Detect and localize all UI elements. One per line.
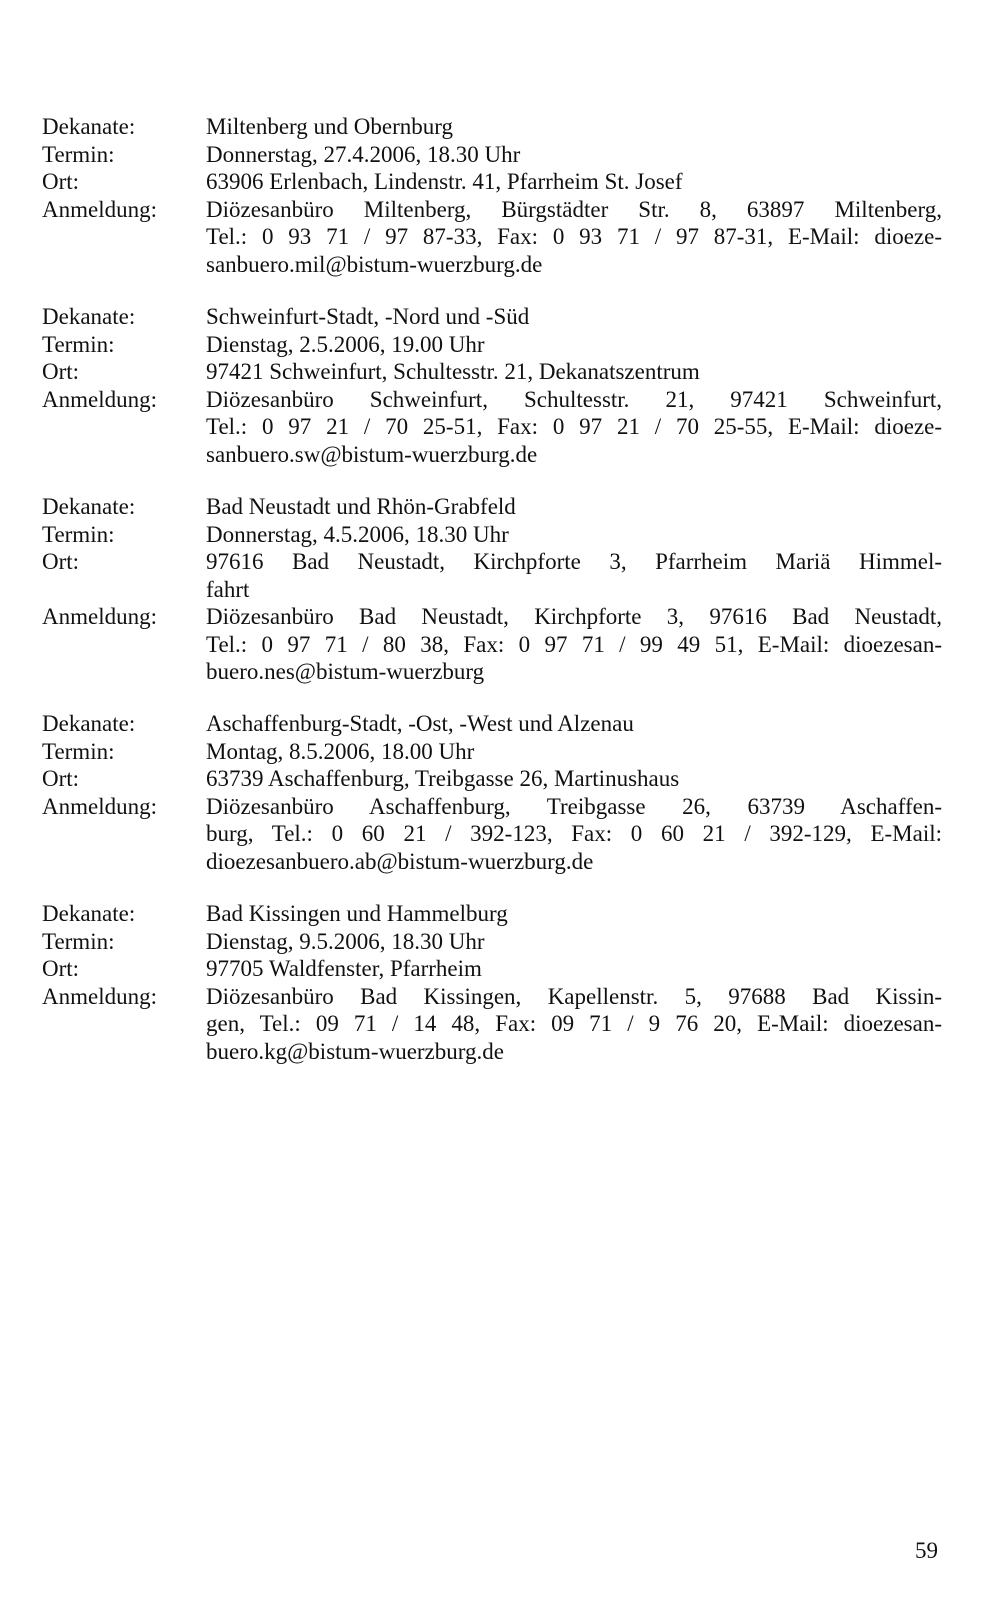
ort-label: Ort:	[42, 766, 80, 791]
anmeldung-value-line: burg, Tel.: 0 60 21 / 392-123, Fax: 0 60 21 / 392-129, E-Mail:	[206, 821, 942, 846]
ort-value-line: 97705 Waldfenster, Pfarrheim	[206, 956, 482, 981]
termin-row	[42, 738, 942, 766]
dekanate-value: Aschaffenburg-Stadt, -Ost, -West und Alzenau	[206, 711, 634, 736]
anmeldung-value-line: Diözesanbüro Schweinfurt, Schultesstr. 21, 97421 Schweinfurt,	[206, 386, 942, 412]
ort-value-line: 63906 Erlenbach, Lindenstr. 41, Pfarrheim St. Josef	[206, 169, 683, 194]
anmeldung-label: Anmeldung:	[42, 793, 157, 819]
anmeldung-label: Anmeldung:	[42, 386, 157, 412]
ort-row	[42, 548, 942, 603]
dekanate-row	[42, 303, 942, 331]
termin-row	[42, 928, 942, 956]
event-entry	[42, 113, 942, 278]
anmeldung-value-line: dioezesanbuero.ab@bistum-wuerzburg.de	[206, 848, 594, 874]
anmeldung-row	[42, 983, 942, 1066]
ort-row	[42, 168, 942, 196]
anmeldung-value-line: Tel.: 0 97 21 / 70 25-51, Fax: 0 97 21 / 70 25-55, E-Mail: dioeze-	[206, 414, 942, 439]
anmeldung-value-line: Tel.: 0 97 71 / 80 38, Fax: 0 97 71 / 99 49 51, E-Mail: dioezesan-	[206, 631, 942, 657]
anmeldung-row	[42, 386, 942, 469]
ort-value-line: fahrt	[206, 576, 250, 602]
dekanate-value: Schweinfurt-Stadt, -Nord und -Süd	[206, 304, 530, 329]
anmeldung-value-line: sanbuero.mil@bistum-wuerzburg.de	[206, 251, 543, 277]
termin-row	[42, 331, 942, 359]
dekanate-row	[42, 900, 942, 928]
dekanate-label: Dekanate:	[42, 494, 136, 519]
page-number: 59	[915, 1538, 938, 1563]
anmeldung-label: Anmeldung:	[42, 983, 157, 1009]
termin-label: Termin:	[42, 928, 115, 954]
dekanate-value: Miltenberg und Obernburg	[206, 114, 454, 139]
termin-value: Dienstag, 2.5.2006, 19.00 Uhr	[206, 331, 485, 357]
dekanate-label: Dekanate:	[42, 304, 136, 329]
termin-label: Termin:	[42, 141, 115, 167]
anmeldung-value-line: Tel.: 0 93 71 / 97 87-33, Fax: 0 93 71 / 97 87-31, E-Mail: dioeze-	[206, 224, 942, 249]
anmeldung-value-line: buero.nes@bistum-wuerzburg	[206, 659, 485, 684]
ort-label: Ort:	[42, 549, 80, 574]
ort-label: Ort:	[42, 359, 80, 384]
anmeldung-row	[42, 603, 942, 686]
dekanate-row	[42, 710, 942, 738]
dekanate-value: Bad Kissingen und Hammelburg	[206, 901, 508, 926]
anmeldung-label: Anmeldung:	[42, 196, 157, 222]
termin-row	[42, 141, 942, 169]
ort-row	[42, 955, 942, 983]
event-entry	[42, 493, 942, 686]
dekanate-row	[42, 113, 942, 141]
anmeldung-label: Anmeldung:	[42, 604, 157, 629]
termin-value: Donnerstag, 4.5.2006, 18.30 Uhr	[206, 521, 509, 547]
ort-row	[42, 358, 942, 386]
dekanate-row	[42, 493, 942, 521]
event-entry	[42, 303, 942, 468]
dekanate-value: Bad Neustadt und Rhön-Grabfeld	[206, 494, 516, 519]
termin-row	[42, 521, 942, 549]
dekanate-label: Dekanate:	[42, 114, 136, 139]
anmeldung-value-line: buero.kg@bistum-wuerzburg.de	[206, 1038, 504, 1064]
termin-label: Termin:	[42, 738, 115, 764]
termin-value: Montag, 8.5.2006, 18.00 Uhr	[206, 738, 475, 764]
anmeldung-value-line: Diözesanbüro Bad Neustadt, Kirchpforte 3, 97616 Bad Neustadt,	[206, 604, 942, 629]
event-entry	[42, 900, 942, 1065]
ort-label: Ort:	[42, 169, 80, 194]
anmeldung-value-line: sanbuero.sw@bistum-wuerzburg.de	[206, 441, 538, 467]
event-entry	[42, 710, 942, 875]
ort-value-line: 97616 Bad Neustadt, Kirchpforte 3, Pfarrheim Mariä Himmel-	[206, 549, 942, 574]
ort-value-line: 63739 Aschaffenburg, Treibgasse 26, Martinushaus	[206, 766, 680, 791]
anmeldung-value-line: Diözesanbüro Miltenberg, Bürgstädter Str. 8, 63897 Miltenberg,	[206, 196, 942, 222]
termin-label: Termin:	[42, 331, 115, 357]
dekanate-label: Dekanate:	[42, 901, 136, 926]
termin-value: Dienstag, 9.5.2006, 18.30 Uhr	[206, 928, 485, 954]
ort-row	[42, 765, 942, 793]
termin-label: Termin:	[42, 521, 115, 547]
anmeldung-row	[42, 196, 942, 279]
anmeldung-value-line: gen, Tel.: 09 71 / 14 48, Fax: 09 71 / 9 76 20, E-Mail: dioezesan-	[206, 1011, 942, 1036]
ort-value-line: 97421 Schweinfurt, Schultesstr. 21, Dekanatszentrum	[206, 359, 700, 384]
anmeldung-value-line: Diözesanbüro Bad Kissingen, Kapellenstr. 5, 97688 Bad Kissin-	[206, 983, 942, 1009]
dekanate-label: Dekanate:	[42, 711, 136, 736]
anmeldung-row	[42, 793, 942, 876]
ort-label: Ort:	[42, 956, 80, 981]
termin-value: Donnerstag, 27.4.2006, 18.30 Uhr	[206, 141, 521, 167]
anmeldung-value-line: Diözesanbüro Aschaffenburg, Treibgasse 26, 63739 Aschaffen-	[206, 793, 942, 819]
